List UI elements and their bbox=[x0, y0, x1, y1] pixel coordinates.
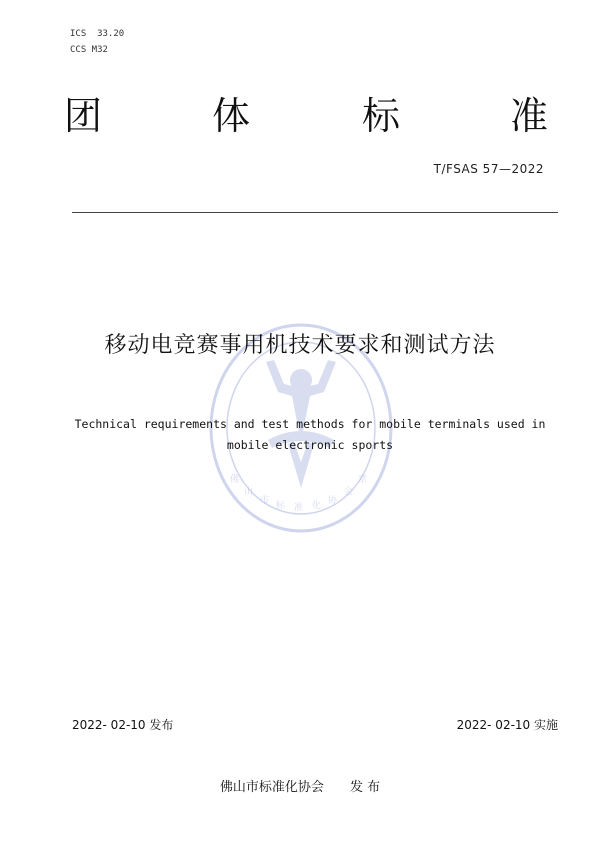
svg-text:会: 会 bbox=[344, 487, 354, 497]
svg-text:章: 章 bbox=[358, 475, 368, 485]
issue-date: 2022- 02-10 发布 bbox=[72, 718, 174, 732]
heading-char-3: 标 bbox=[362, 94, 401, 138]
document-title-cn: 移动电竞赛事用机技术要求和测试方法 bbox=[104, 333, 496, 358]
svg-text:山: 山 bbox=[244, 487, 254, 497]
svg-text:佛: 佛 bbox=[230, 475, 240, 485]
svg-text:市: 市 bbox=[260, 496, 270, 506]
title-en-line-1: Technical requirements and test methods for mobile terminals used in bbox=[74, 417, 546, 431]
header-divider bbox=[72, 212, 558, 213]
heading-char-2: 体 bbox=[212, 94, 251, 138]
ics-code: ICS 33.20 bbox=[70, 29, 125, 39]
classification-codes bbox=[70, 26, 124, 58]
svg-text:标: 标 bbox=[276, 501, 286, 511]
publisher-name: 佛山市标准化协会 bbox=[219, 780, 324, 795]
svg-text:化: 化 bbox=[312, 501, 322, 511]
heading-char-4: 准 bbox=[510, 94, 549, 138]
document-title-en bbox=[60, 414, 560, 456]
heading-char-1: 团 bbox=[64, 94, 103, 138]
implementation-date: 2022- 02-10 实施 bbox=[456, 718, 558, 732]
svg-text:准: 准 bbox=[294, 503, 304, 513]
publisher-line bbox=[0, 776, 600, 795]
standard-number: T/FSAS 57—2022 bbox=[433, 162, 544, 176]
svg-text:协: 协 bbox=[328, 496, 338, 506]
publish-action: 发 布 bbox=[349, 780, 381, 795]
ccs-code: CCS M32 bbox=[70, 45, 108, 55]
standard-type-heading bbox=[0, 88, 600, 144]
title-en-line-2: mobile electronic sports bbox=[226, 438, 394, 452]
